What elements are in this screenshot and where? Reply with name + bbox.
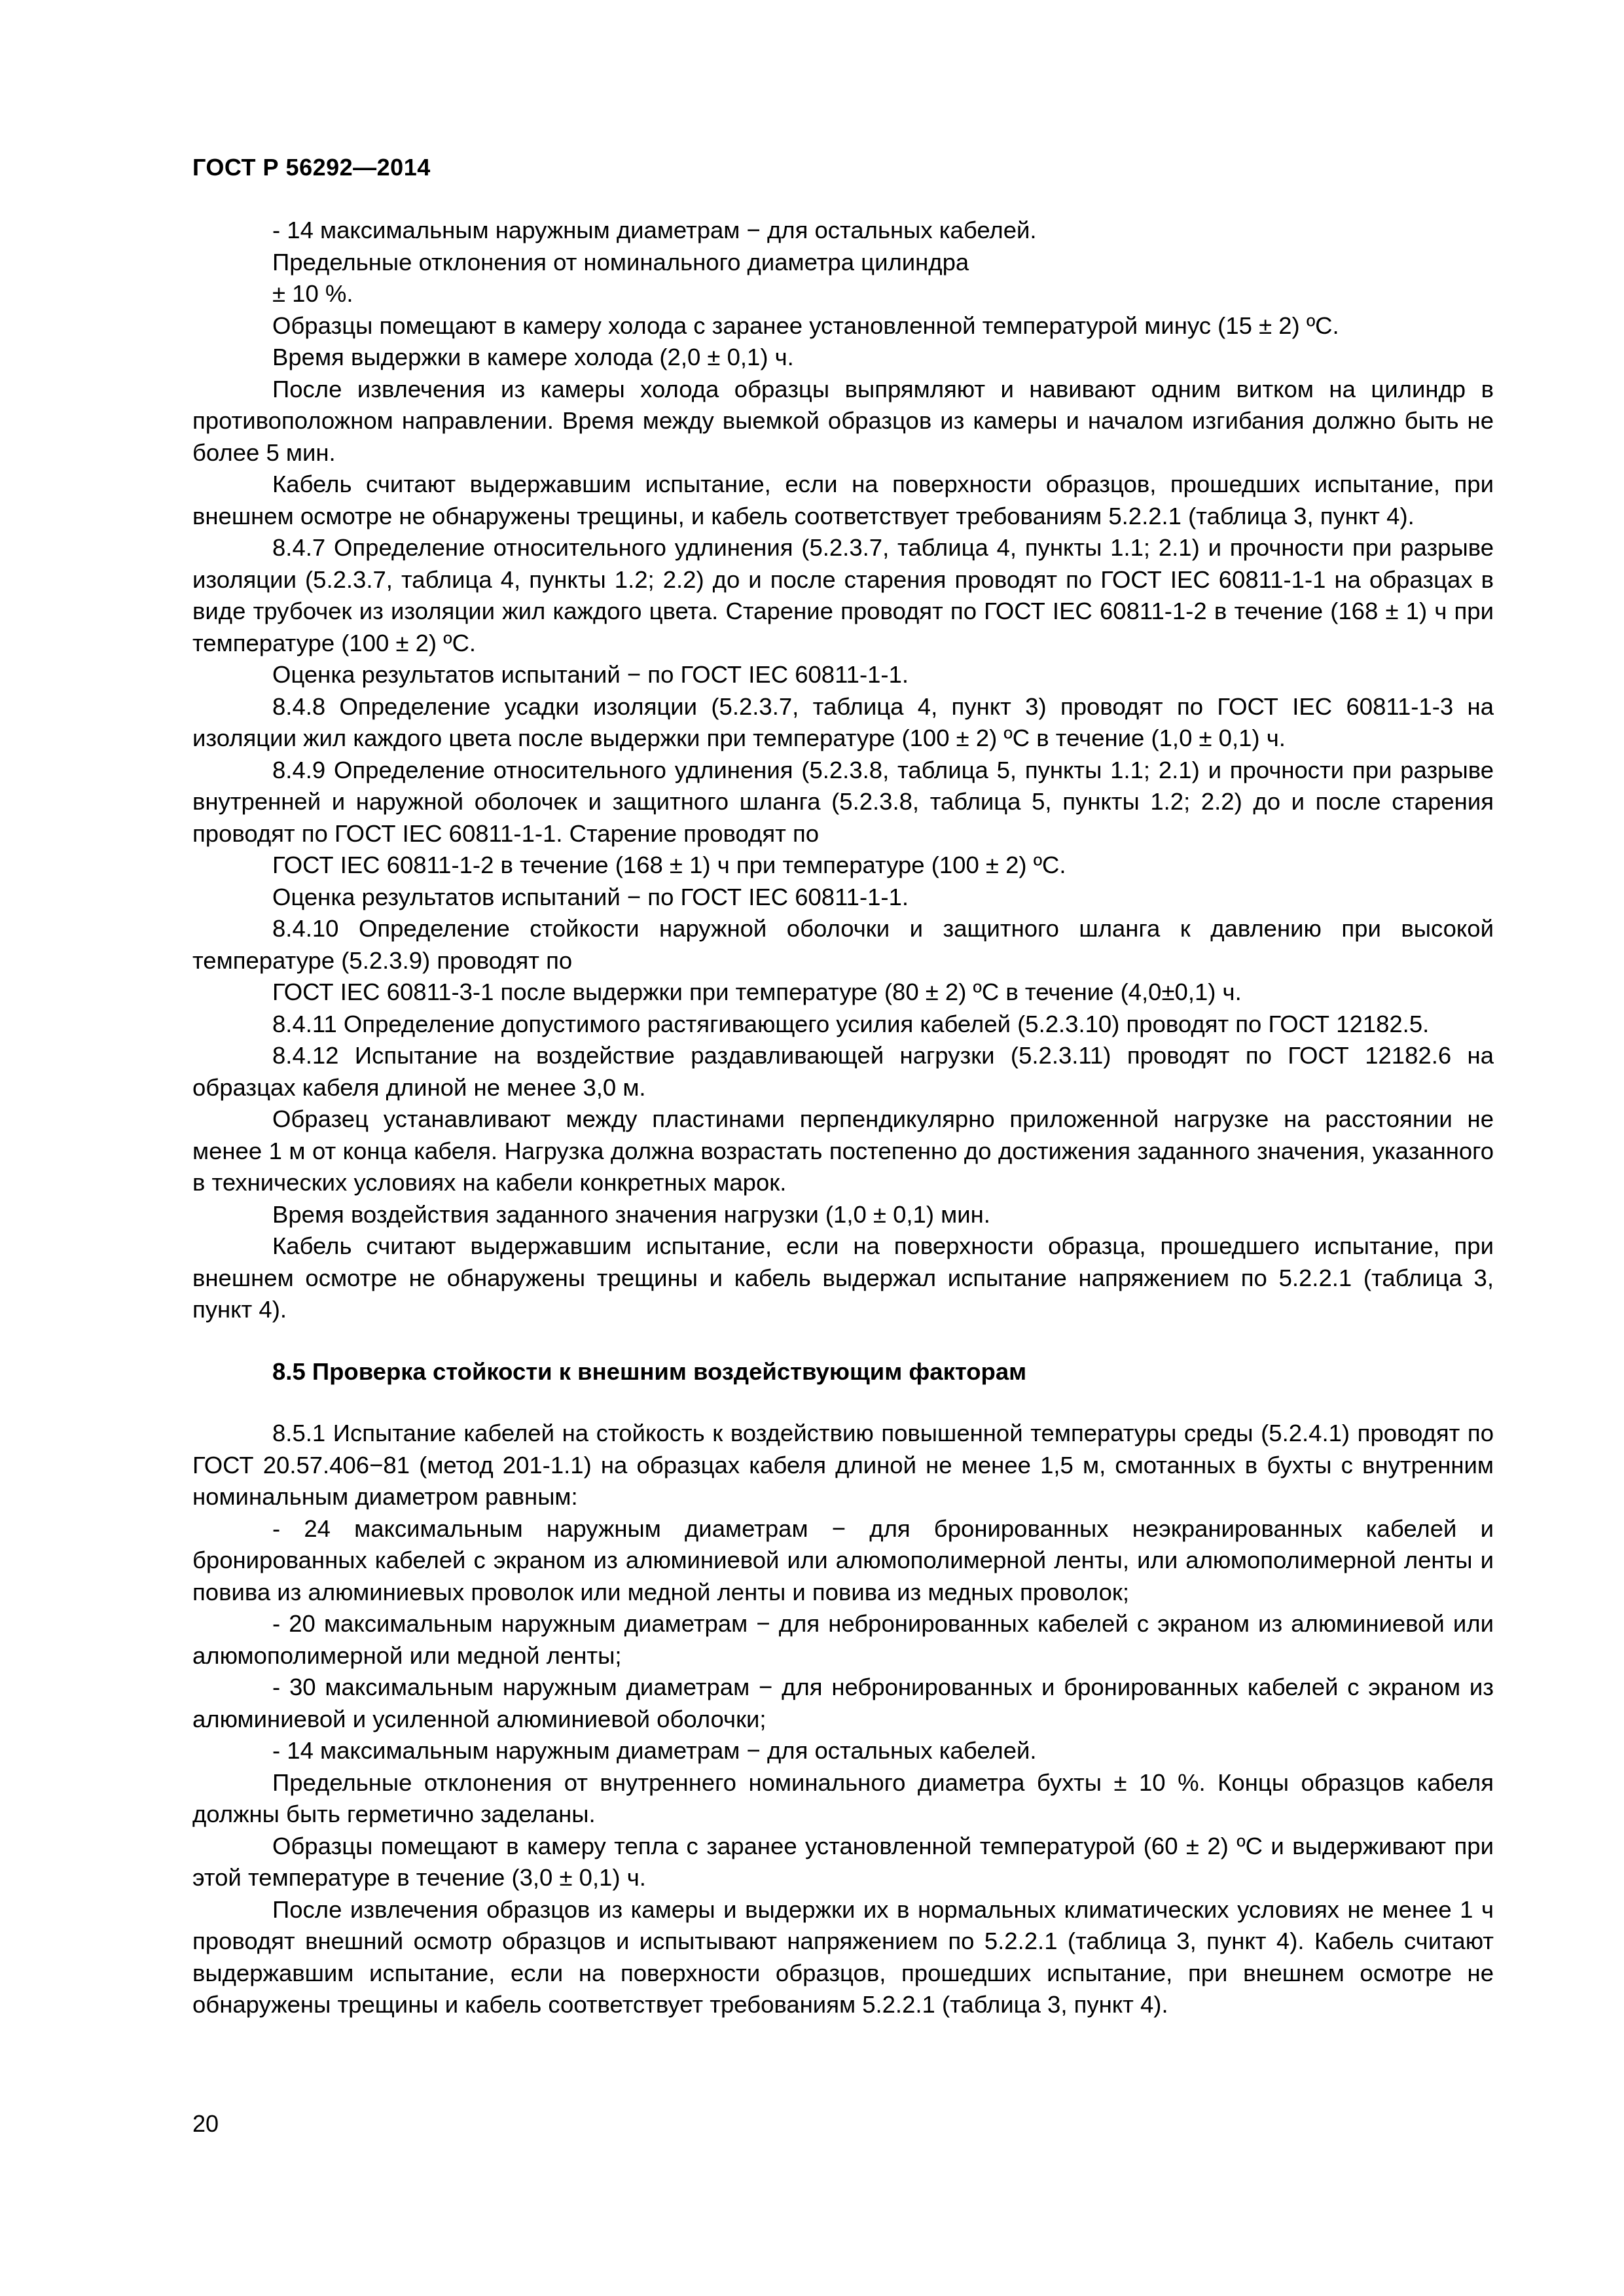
- document-body: [192, 215, 1494, 2021]
- paragraph: 8.4.7 Определение относительного удлинения (5.2.3.7, таблица 4, пункты 1.1; 2.1) и прочности при разрыве изоляции (5.2.3.7, таблица 4, пункты 1.2; 2.2) до и после старения проводят по ГОСТ IEC 60811-1-1 на образцах в виде трубочек из изоляции жил каждого цвета. Старение проводят по ГОСТ IEC 60811-1-2 в течение (168 ± 1) ч при температуре (100 ± 2) ºС.: [192, 534, 1494, 656]
- paragraph: Образцы помещают в камеру холода с заранее установленной температурой минус (15 ± 2) ºС.: [272, 312, 1339, 339]
- paragraph: После извлечения образцов из камеры и выдержки их в нормальных климатических условиях не менее 1 ч проводят внешний осмотр образцов и испытывают напряжением по 5.2.2.1 (таблица 3, пункт 4). Кабель считают выдержавшим испытание, если на поверхности образцов, прошедших испытание, при внешнем осмотре не обнаружены трещины и кабель соответствует требованиям 5.2.2.1 (таблица 3, пункт 4).: [192, 1895, 1494, 2018]
- paragraph: Оценка результатов испытаний − по ГОСТ IEC 60811-1-1.: [272, 661, 909, 688]
- paragraph: Предельные отклонения от номинального диаметра цилиндра: [272, 248, 969, 276]
- paragraph: 8.4.8 Определение усадки изоляции (5.2.3.7, таблица 4, пункт 3) проводят по ГОСТ IEC 60811-1-3 на изоляции жил каждого цвета после выдержки при температуре (100 ± 2) ºС в течение (1,0 ± 0,1) ч.: [192, 692, 1494, 751]
- paragraph: Кабель считают выдержавшим испытание, если на поверхности образца, прошедшего испытание, при внешнем осмотре не обнаружены трещины и кабель выдержал испытание напряжением по 5.2.2.1 (таблица 3, пункт 4).: [192, 1232, 1494, 1323]
- section-heading: 8.5 Проверка стойкости к внешним воздействующим факторам: [272, 1357, 1027, 1385]
- paragraph: 8.4.12 Испытание на воздействие раздавливающей нагрузки (5.2.3.11) проводят по ГОСТ 12182.6 на образцах кабеля длиной не менее 3,0 м.: [192, 1042, 1494, 1101]
- list-item: - 30 максимальным наружным диаметрам − для небронированных и бронированных кабелей с экраном из алюминиевой и усиленной алюминиевой оболочки;: [192, 1674, 1494, 1732]
- paragraph: ГОСТ IEC 60811-3-1 после выдержки при температуре (80 ± 2) ºС в течение (4,0±0,1) ч.: [272, 978, 1242, 1005]
- paragraph: Образец устанавливают между пластинами перпендикулярно приложенной нагрузке на расстоянии не менее 1 м от конца кабеля. Нагрузка должна возрастать постепенно до достижения заданного значения, указанного в технических условиях на кабели конкретных марок.: [192, 1105, 1494, 1196]
- paragraph: Предельные отклонения от внутреннего номинального диаметра бухты ± 10 %. Концы образцов кабеля должны быть герметично заделаны.: [192, 1768, 1494, 1827]
- paragraph: 8.5.1 Испытание кабелей на стойкость к воздействию повышенной температуры среды (5.2.4.1) проводят по ГОСТ 20.57.406−81 (метод 201-1.1) на образцах кабеля длиной не менее 1,5 м, смотанных в бухты с внутренним номинальным диаметром равным:: [192, 1420, 1494, 1510]
- list-item: - 24 максимальным наружным диаметрам − для бронированных неэкранированных кабелей и бронированных кабелей с экраном из алюминиевой или алюмополимерной ленты, или алюмополимерной ленты и повива из алюминиевых проволок или медной ленты и повива из медных проволок;: [192, 1515, 1494, 1605]
- paragraph: ГОСТ IEC 60811-1-2 в течение (168 ± 1) ч при температуре (100 ± 2) ºС.: [272, 852, 1066, 878]
- paragraph: 8.4.9 Определение относительного удлинения (5.2.3.8, таблица 5, пункты 1.1; 2.1) и прочности при разрыве внутренней и наружной оболочек и защитного шланга (5.2.3.8, таблица 5, пункты 1.2; 2.2) до и после старения проводят по ГОСТ IEC 60811-1-1. Старение проводят по: [192, 756, 1494, 847]
- page-number: 20: [192, 2110, 219, 2137]
- paragraph: Образцы помещают в камеру тепла с заранее установленной температурой (60 ± 2) ºС и выдерживают при этой температуре в течение (3,0 ± 0,1) ч.: [192, 1832, 1494, 1891]
- paragraph: ± 10 %.: [272, 280, 353, 307]
- paragraph: 8.4.10 Определение стойкости наружной оболочки и защитного шланга к давлению при высокой температуре (5.2.3.9) проводят по: [192, 915, 1494, 974]
- list-item: - 14 максимальным наружным диаметрам − для остальных кабелей.: [272, 1737, 1037, 1764]
- paragraph: Оценка результатов испытаний − по ГОСТ IEC 60811-1-1.: [272, 883, 909, 910]
- paragraph: 8.4.11 Определение допустимого растягивающего усилия кабелей (5.2.3.10) проводят по ГОСТ 12182.5.: [272, 1010, 1430, 1037]
- list-item: - 20 максимальным наружным диаметрам − для небронированных кабелей с экраном из алюминиевой или алюмополимерной или медной ленты;: [192, 1610, 1494, 1669]
- paragraph: - 14 максимальным наружным диаметрам − для остальных кабелей.: [272, 217, 1037, 243]
- paragraph: Время воздействия заданного значения нагрузки (1,0 ± 0,1) мин.: [272, 1200, 990, 1228]
- paragraph: Время выдержки в камере холода (2,0 ± 0,1) ч.: [272, 344, 794, 370]
- document-header: ГОСТ Р 56292—2014: [192, 154, 431, 181]
- paragraph: После извлечения из камеры холода образцы выпрямляют и навивают одним витком на цилиндр в противоположном направлении. Время между выемкой образцов из камеры и началом изгибания должно быть не более 5 мин.: [192, 375, 1494, 466]
- paragraph: Кабель считают выдержавшим испытание, если на поверхности образцов, прошедших испытание, при внешнем осмотре не обнаружены трещины, и кабель соответствует требованиям 5.2.2.1 (таблица 3, пункт 4).: [192, 471, 1494, 529]
